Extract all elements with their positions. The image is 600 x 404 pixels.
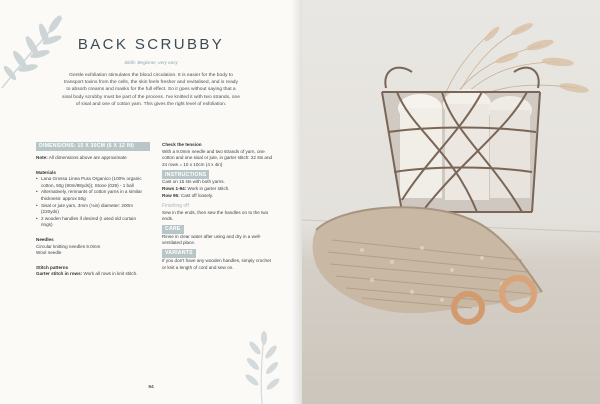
instructions-heading: INSTRUCTIONS (162, 170, 209, 179)
care-text: Rinse in clear water after using and dry in a well-ventilated place. (162, 233, 262, 246)
knitted-scrubby (313, 207, 542, 313)
finishing-heading: Finishing off (162, 203, 189, 210)
gutter-shadow (292, 0, 302, 404)
right-column (162, 142, 274, 271)
stitch-text: Garter stitch in rows: Work all rows in knit stitch. (36, 271, 138, 277)
left-column (36, 142, 148, 278)
finishing-text: Sew in the ends, then sew the handles on to the two ends. (162, 209, 269, 222)
wicker-basket (382, 68, 540, 214)
materials-heading: Materials (36, 169, 56, 175)
variants-heading: VARIANTS (162, 249, 196, 258)
needles-heading: Needles (36, 236, 54, 242)
list-item: • Alternatively, remnants of cotton yarns in a similar thickness: approx 50g (36, 189, 148, 202)
needles-line: Circular knitting needles 9.0mm (36, 243, 101, 249)
page-title: BACK SCRUBBY (77, 36, 225, 53)
instructions-line: Cast on 15 sts with both yarns. (162, 179, 225, 185)
list-item: • Lana Grossa Linea Pura Organico (100% organic cotton, 50g (90m/98yds)); Stone (029) - 1 ball (36, 176, 148, 189)
dimensions-note: Note: All dimensions above are approximate (36, 154, 127, 160)
dimensions-heading: DIMENSIONS: 15 X 30CM (6 X 12 IN) (36, 142, 150, 151)
leaf-decoration-icon (238, 330, 286, 404)
instructions-row: Row 95: Cast off loosely. (162, 192, 214, 198)
list-item: • 2 wooden handles if desired (I used old curtain rings) (36, 216, 148, 229)
stitch-heading: Stitch patterns (36, 264, 69, 270)
instructions-row: Rows 1-94: Work in garter stitch. (162, 185, 230, 191)
list-item: • Sisal or jute yarn, 3mm (⅛in) diameter: 200m (220yds) (36, 203, 148, 216)
skill-level: Skills: Beginner, very easy (124, 60, 178, 65)
page-number: 94 (148, 385, 154, 390)
care-heading: CARE (162, 225, 184, 234)
tension-text: With a 9.0mm needle and two strands of yarn, one cotton and one sisal or jute, in garter stitch: 22 sts and 24 rows = 10 x 10cm (4 x 4in) (162, 148, 273, 167)
photo-illustration (302, 0, 600, 404)
tension-heading: Check the tension (162, 142, 202, 147)
variants-text: If you don't have any wooden handles, simply crochet or knit a length of cord and sew on. (162, 258, 271, 270)
intro-paragraph: Gentle exfoliation stimulates the blood circulation. It is easier for the body to transport toxins from the cells, the skin feels fresher and revitalised, and is ready to absorb creams and masks for the full effect. So it goes without saying that a sisal body scrubby must be part of the process. I've knitted it with two strands, one of sisal and one of cotton yarn. This gives the right level of exfoliation. (62, 73, 240, 107)
needles-line: Wool needle (36, 250, 62, 256)
product-photo (302, 0, 600, 404)
materials-list (36, 176, 148, 229)
